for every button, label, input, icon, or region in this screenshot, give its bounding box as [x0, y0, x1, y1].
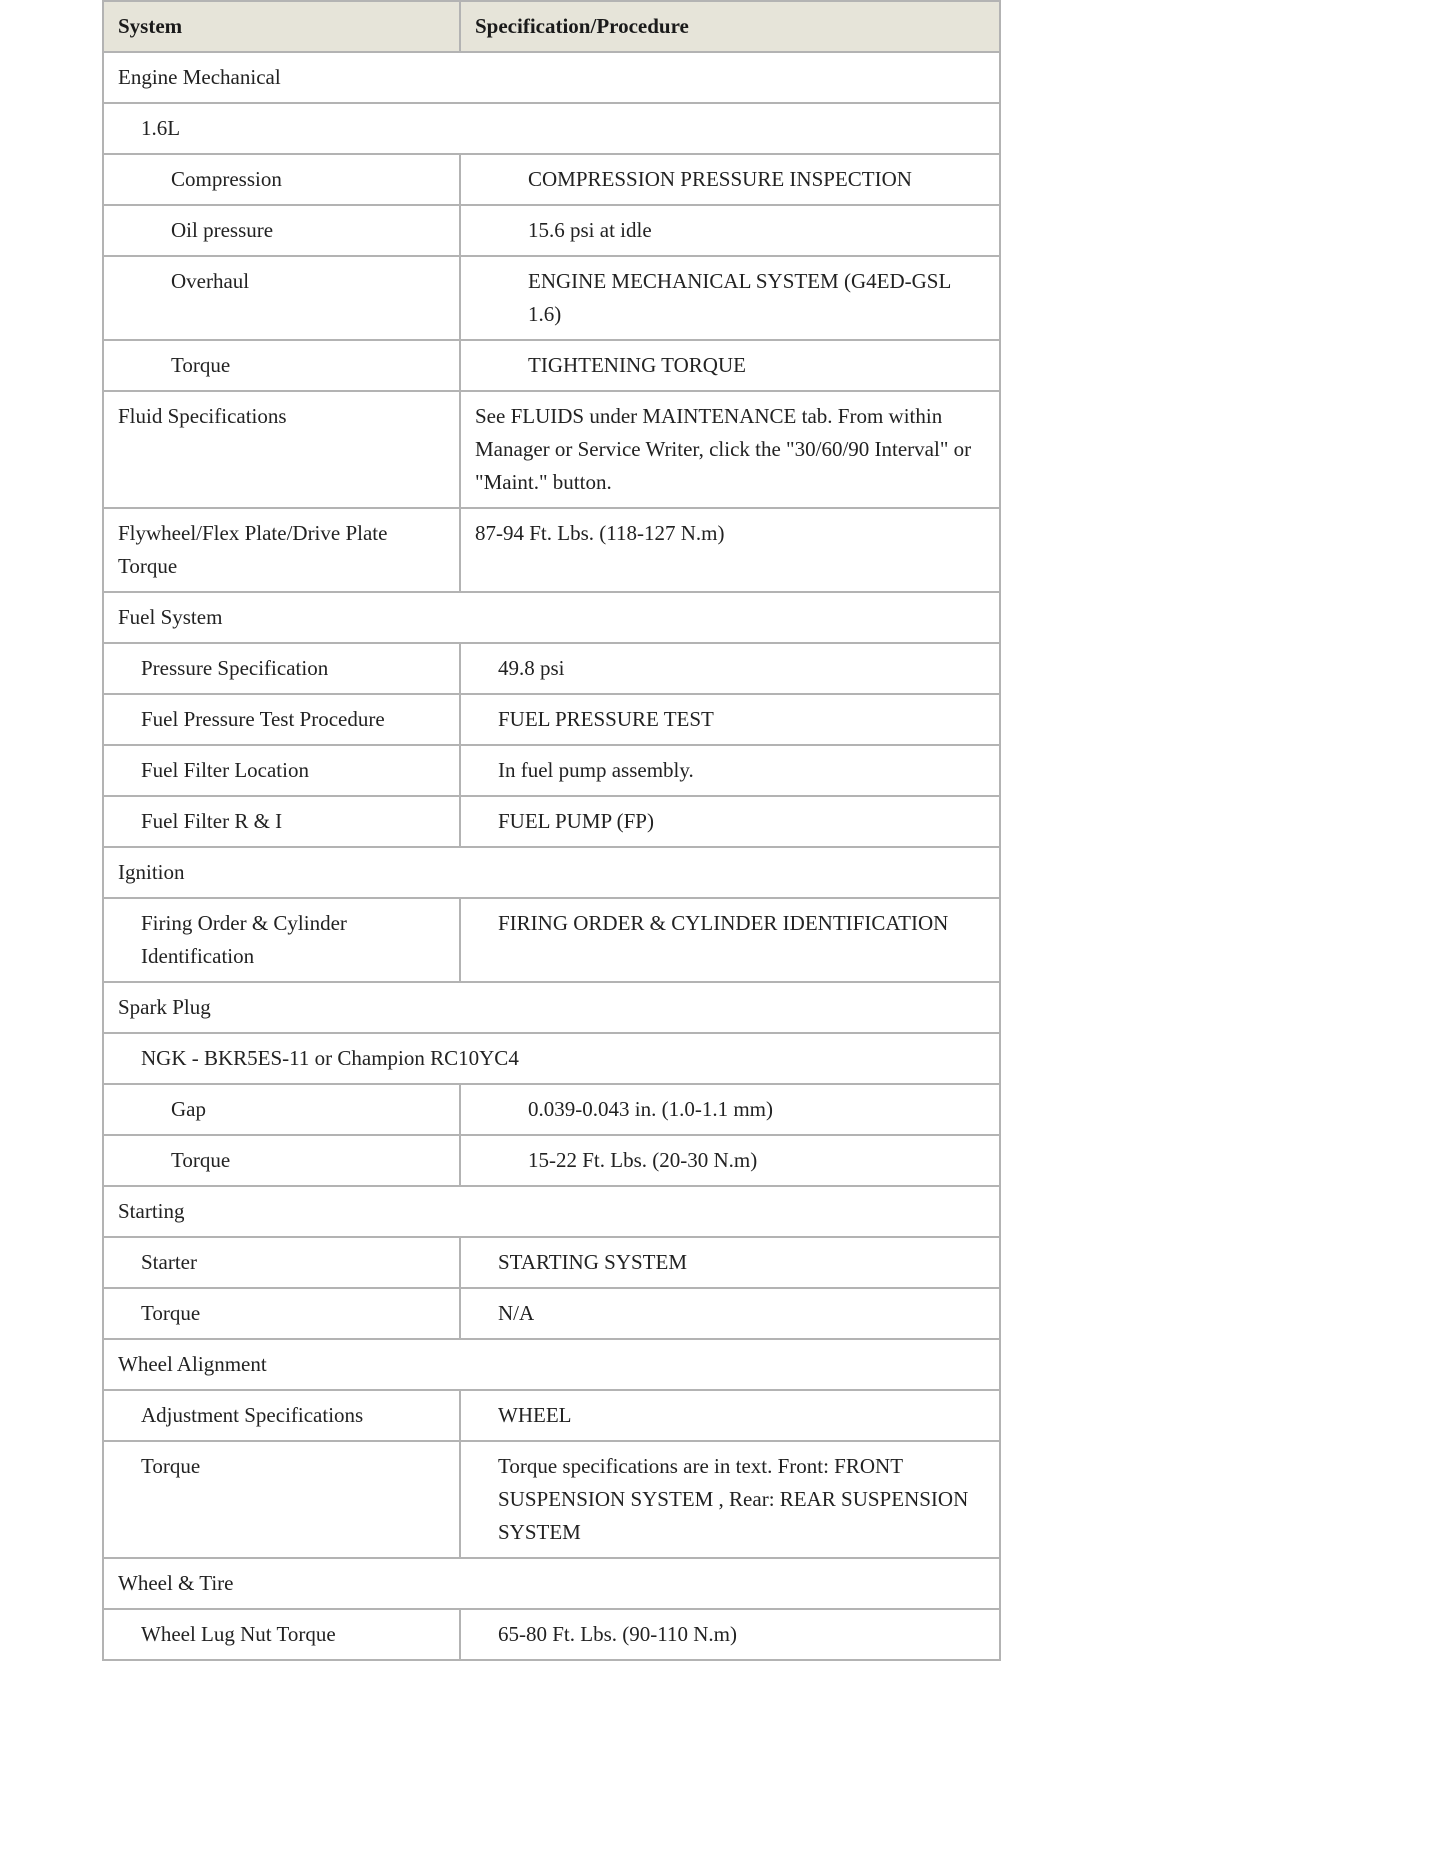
section-ignition: Ignition [103, 847, 1000, 898]
row-label: Oil pressure [103, 205, 460, 256]
table-row [103, 1084, 1000, 1135]
row-value: 65-80 Ft. Lbs. (90-110 N.m) [460, 1609, 1000, 1660]
table-row [103, 508, 1000, 592]
table-row [103, 340, 1000, 391]
table-row [103, 256, 1000, 340]
row-value: COMPRESSION PRESSURE INSPECTION [460, 154, 1000, 205]
table-row [103, 1237, 1000, 1288]
row-label: Starter [103, 1237, 460, 1288]
row-label: Pressure Specification [103, 643, 460, 694]
row-label: Fuel Pressure Test Procedure [103, 694, 460, 745]
row-label: Fuel Filter R & I [103, 796, 460, 847]
table-row [103, 694, 1000, 745]
row-label: Torque [103, 1288, 460, 1339]
row-value: WHEEL [460, 1390, 1000, 1441]
row-label: Torque [103, 1441, 460, 1558]
row-value: FUEL PUMP (FP) [460, 796, 1000, 847]
table-row [103, 1135, 1000, 1186]
section-wheel-alignment: Wheel Alignment [103, 1339, 1000, 1390]
row-label: Compression [103, 154, 460, 205]
spec-table [102, 0, 1001, 1661]
subsection-16l: 1.6L [103, 103, 1000, 154]
section-row [103, 1339, 1000, 1390]
row-value: FIRING ORDER & CYLINDER IDENTIFICATION [460, 898, 1000, 982]
header-spec: Specification/Procedure [460, 1, 1000, 52]
row-label: Fuel Filter Location [103, 745, 460, 796]
table-row [103, 1609, 1000, 1660]
table-row [103, 898, 1000, 982]
table-row [103, 1288, 1000, 1339]
subsection-row [103, 1033, 1000, 1084]
table-row [103, 205, 1000, 256]
section-row [103, 982, 1000, 1033]
row-value: FUEL PRESSURE TEST [460, 694, 1000, 745]
row-value: In fuel pump assembly. [460, 745, 1000, 796]
row-label: Wheel Lug Nut Torque [103, 1609, 460, 1660]
row-value: TIGHTENING TORQUE [460, 340, 1000, 391]
subsection-spark-plug-type: NGK - BKR5ES-11 or Champion RC10YC4 [103, 1033, 1000, 1084]
row-value: ENGINE MECHANICAL SYSTEM (G4ED-GSL 1.6) [460, 256, 1000, 340]
section-wheel-tire: Wheel & Tire [103, 1558, 1000, 1609]
table-row [103, 1441, 1000, 1558]
section-row [103, 1186, 1000, 1237]
header-row [103, 1, 1000, 52]
section-spark-plug: Spark Plug [103, 982, 1000, 1033]
row-value: Torque specifications are in text. Front: FRONT SUSPENSION SYSTEM , Rear: REAR SUSPENSION SYSTEM [460, 1441, 1000, 1558]
row-value: N/A [460, 1288, 1000, 1339]
row-label: Gap [103, 1084, 460, 1135]
section-engine-mechanical: Engine Mechanical [103, 52, 1000, 103]
section-row [103, 1558, 1000, 1609]
row-label: Firing Order & Cylinder Identification [103, 898, 460, 982]
row-value: See FLUIDS under MAINTENANCE tab. From within Manager or Service Writer, click the "30/60/90 Interval" or "Maint." button. [460, 391, 1000, 508]
row-label: Overhaul [103, 256, 460, 340]
row-value: 87-94 Ft. Lbs. (118-127 N.m) [460, 508, 1000, 592]
row-label: Adjustment Specifications [103, 1390, 460, 1441]
section-row [103, 52, 1000, 103]
table-row [103, 154, 1000, 205]
section-fuel-system: Fuel System [103, 592, 1000, 643]
row-value: STARTING SYSTEM [460, 1237, 1000, 1288]
section-row [103, 592, 1000, 643]
table-row [103, 745, 1000, 796]
row-value: 15-22 Ft. Lbs. (20-30 N.m) [460, 1135, 1000, 1186]
row-label: Torque [103, 1135, 460, 1186]
section-starting: Starting [103, 1186, 1000, 1237]
row-value: 49.8 psi [460, 643, 1000, 694]
row-value: 15.6 psi at idle [460, 205, 1000, 256]
section-row [103, 847, 1000, 898]
table-row [103, 1390, 1000, 1441]
row-value: 0.039-0.043 in. (1.0-1.1 mm) [460, 1084, 1000, 1135]
table-row [103, 643, 1000, 694]
subsection-row [103, 103, 1000, 154]
row-label: Flywheel/Flex Plate/Drive Plate Torque [103, 508, 460, 592]
row-label: Fluid Specifications [103, 391, 460, 508]
table-row [103, 391, 1000, 508]
header-system: System [103, 1, 460, 52]
row-label: Torque [103, 340, 460, 391]
table-row [103, 796, 1000, 847]
